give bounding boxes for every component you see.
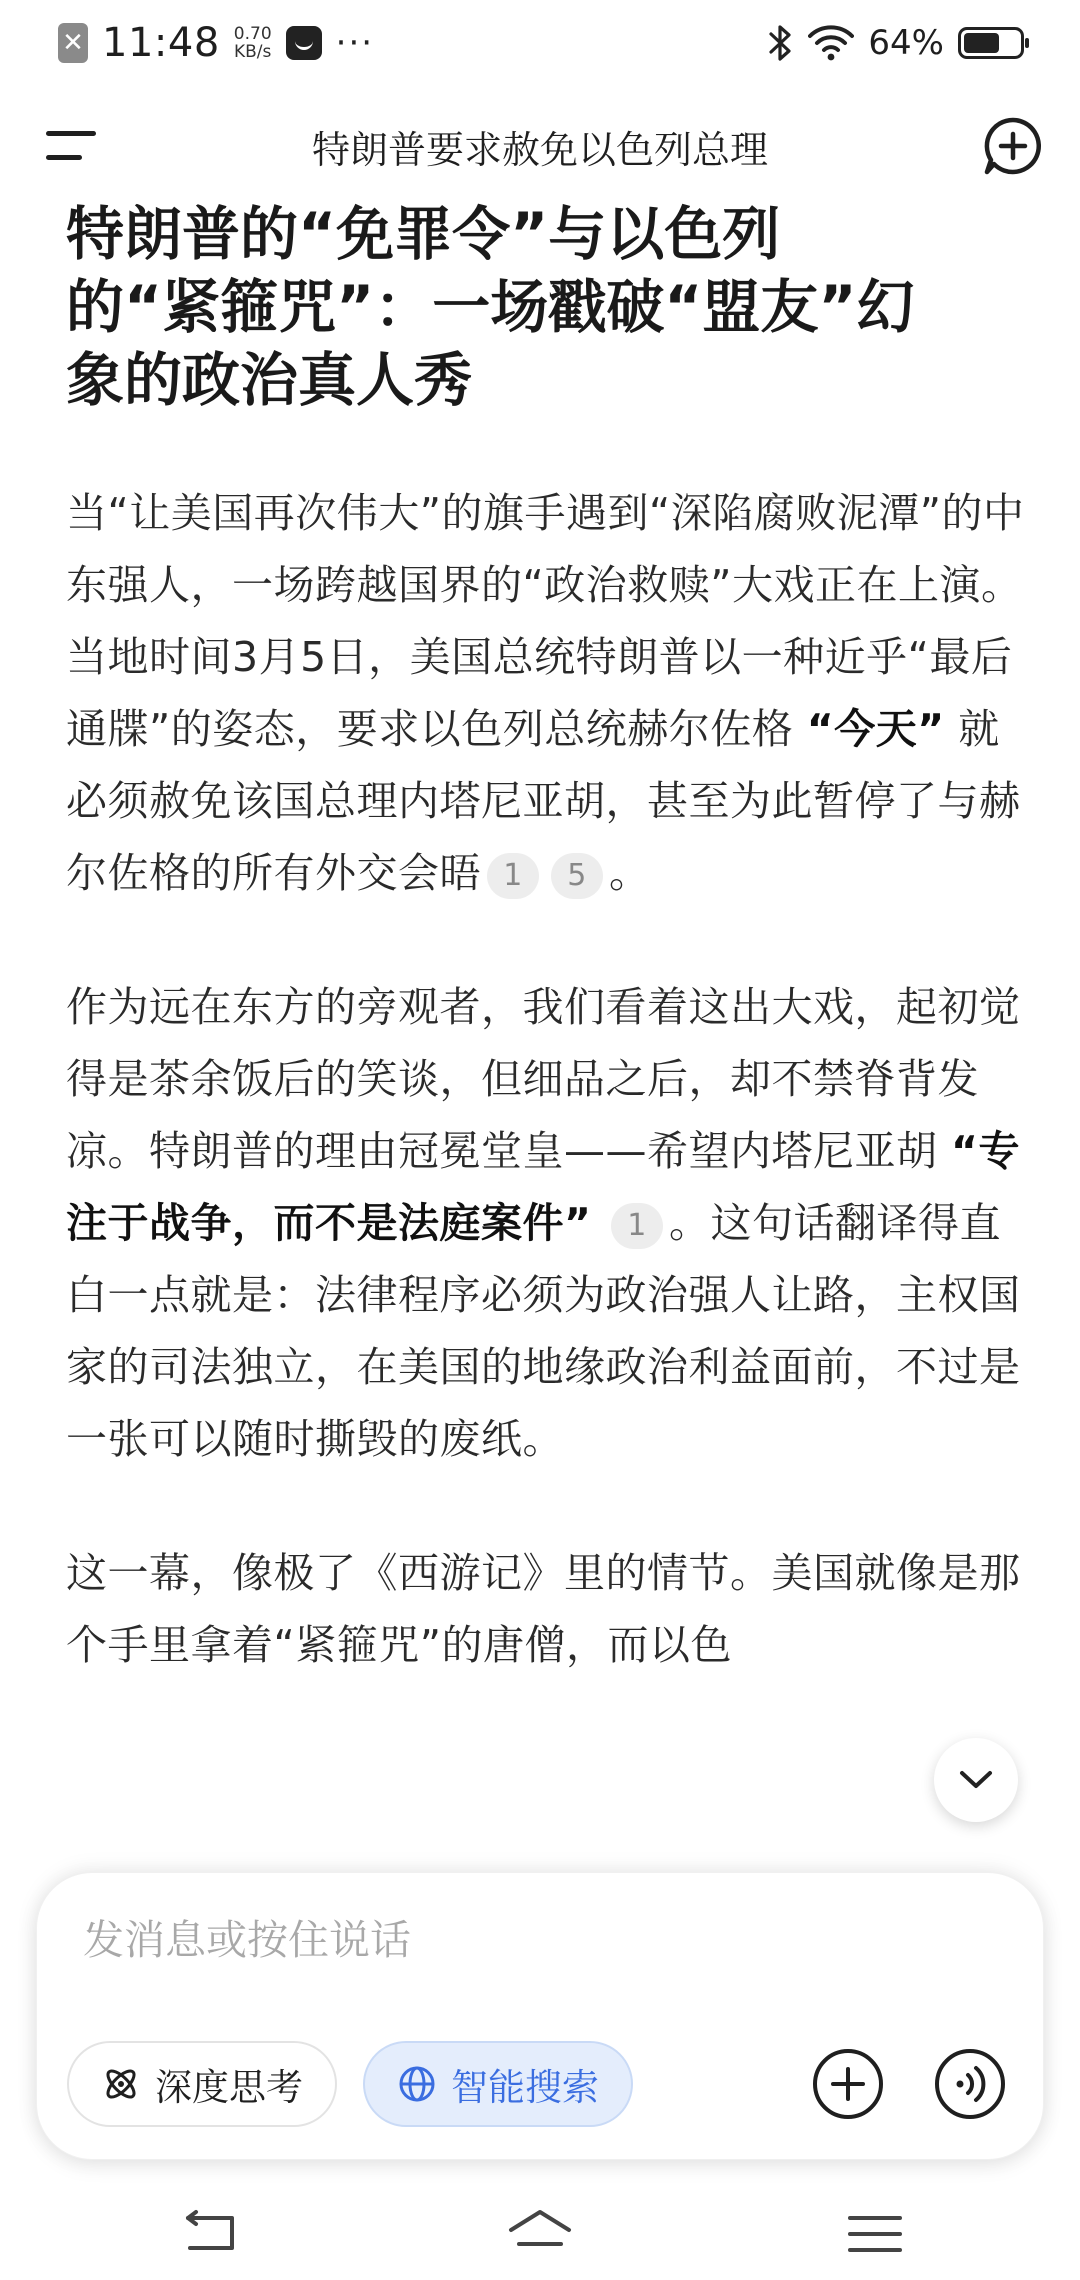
new-chat-icon[interactable]: [982, 115, 1044, 177]
chevron-down-icon: [958, 1769, 994, 1791]
paragraph-text: 当“让美国再次伟大”的旗手遇到“深陷腐败泥潭”的中东强人，一场跨越国界的“政治救赎”大戏正在上演。当地时间3月5日，美国总统特朗普以一种近乎“最后通牒”的姿态，要求以色列总统赫尔佐格: [66, 489, 1025, 753]
paragraph-3: [66, 1537, 1026, 1681]
network-speed: [234, 25, 272, 61]
chat-header: [0, 105, 1080, 185]
globe-icon: [397, 2064, 437, 2104]
smart-search-toggle[interactable]: [363, 2041, 633, 2127]
message-composer: [36, 1872, 1044, 2160]
paragraph-text: 这一幕，像极了《西游记》里的情节。美国就像是那个手里拿着“紧箍咒”的唐僧，而以色: [66, 1549, 1021, 1669]
wifi-icon: [808, 24, 854, 62]
back-icon[interactable]: [176, 2204, 246, 2264]
voice-wave-icon[interactable]: [931, 2045, 1009, 2123]
status-right: [768, 18, 1024, 68]
deep-think-label: 深度思考: [155, 2066, 303, 2109]
network-speed-unit: KB/s: [234, 42, 272, 62]
battery-level: [964, 33, 999, 53]
recent-apps-icon[interactable]: [840, 2204, 910, 2264]
plus-circle-icon[interactable]: [809, 2045, 887, 2123]
clock: 11:48: [102, 20, 220, 66]
paragraph-text: 作为远在东方的旁观者，我们看着这出大戏，起初觉得是茶余饭后的笑谈，但细品之后，却不禁脊背发凉。特朗普的理由冠冕堂皇——希望内塔尼亚胡: [66, 983, 1021, 1175]
paragraph-text: 就必须赦免该国总理内塔尼亚胡，甚至为此暂停了与赫尔佐格的所有外交会晤: [66, 705, 1021, 897]
paragraph-2: [66, 971, 1026, 1475]
citation-badge[interactable]: 5: [551, 853, 603, 899]
battery-icon: [958, 27, 1024, 59]
paragraph-1: [66, 477, 1026, 909]
atom-icon: [101, 2064, 141, 2104]
message-input[interactable]: 发消息或按住说话: [83, 1916, 411, 1964]
network-speed-value: 0.70: [233, 24, 272, 44]
deep-think-toggle[interactable]: [67, 2041, 337, 2127]
paragraph-text: 。这句话翻译得直白一点就是：法律程序必须为政治强人让路，主权国家的司法独立，在美国的地缘政治利益面前，不过是一张可以随时撕毁的废纸。: [66, 1199, 1021, 1463]
status-left: [58, 18, 374, 68]
bluetooth-icon: [768, 23, 794, 63]
message-app-icon: [286, 26, 322, 60]
notification-blocked-icon: ✕: [58, 23, 88, 63]
more-notifications-icon: ···: [335, 23, 375, 63]
smart-search-label: 智能搜索: [451, 2066, 599, 2109]
answer-title: 特朗普的“免罪令”与以色列的“紧箍咒”：一场戳破“盟友”幻象的政治真人秀: [66, 200, 915, 414]
home-icon[interactable]: [505, 2204, 575, 2264]
status-bar: [0, 0, 1080, 90]
conversation-title[interactable]: 特朗普要求赦免以色列总理: [311, 128, 768, 172]
scroll-to-bottom-button[interactable]: [934, 1738, 1018, 1822]
paragraph-bold-text: “专注于战争，而不是法庭案件”: [66, 1127, 1020, 1247]
battery-percent: 64%: [868, 23, 944, 63]
system-navigation-bar: [0, 2180, 1080, 2280]
citation-badge[interactable]: 1: [611, 1203, 663, 1249]
menu-icon[interactable]: [46, 125, 100, 165]
paragraph-bold-text: “今天”: [806, 705, 945, 753]
citation-badge[interactable]: 1: [487, 853, 539, 899]
ai-answer: [66, 198, 1026, 1681]
paragraph-text: 。: [609, 849, 651, 897]
